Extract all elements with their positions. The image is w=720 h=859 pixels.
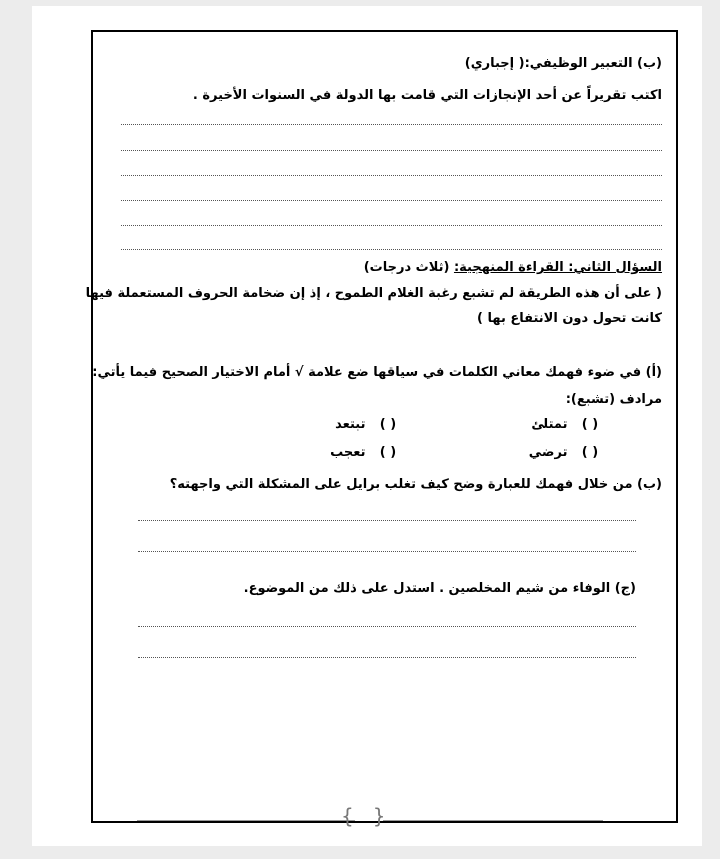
footer-braces: { } <box>341 804 386 828</box>
answer-line[interactable] <box>138 626 636 627</box>
option-2[interactable] <box>335 417 406 432</box>
option-word: تعجب <box>330 445 366 460</box>
passage-line-1: ( على أن هذه الطريقة لم تشبع رغبة الغلام الطموح ، إذ إن ضخامة الحروف المستعملة فيها <box>85 286 662 301</box>
footer-rule-right <box>383 820 603 821</box>
question2-marks: (ثلاث درجات) <box>363 260 450 275</box>
option-4[interactable] <box>330 445 406 460</box>
passage-line-2: كانت تحول دون الانتفاع بها ) <box>477 311 662 326</box>
page-border <box>85 30 678 828</box>
answer-line[interactable] <box>138 657 636 658</box>
section-b-prompt: اكتب تقريراً عن أحد الإنجازات التي قامت بها الدولة في السنوات الأخيرة . <box>192 88 662 103</box>
page-sheet <box>32 6 702 846</box>
option-checkbox[interactable]: ( ) <box>581 445 599 460</box>
answer-line[interactable] <box>121 225 662 226</box>
answer-line[interactable] <box>121 175 662 176</box>
answer-line[interactable] <box>121 150 662 151</box>
answer-line[interactable] <box>121 124 662 125</box>
question2-heading <box>364 260 662 275</box>
footer-rule-left <box>137 820 355 821</box>
section-b-heading: (ب) التعبير الوظيفي:( إجباري) <box>464 56 662 71</box>
question2-title: السؤال الثاني: القراءة المنهجية: <box>453 260 662 275</box>
part-a-instruction: (أ) في ضوء فهمك معاني الكلمات في سياقها ضع علامة √ أمام الاختيار الصحيح فيما يأتي: <box>92 365 662 380</box>
answer-line[interactable] <box>121 249 662 250</box>
option-word: ترضي <box>528 445 568 460</box>
option-word: تمتلئ <box>531 417 568 432</box>
synonym-label: مرادف (تشبع): <box>565 392 662 407</box>
answer-line[interactable] <box>138 551 636 552</box>
answer-line[interactable] <box>121 200 662 201</box>
option-1[interactable] <box>531 417 608 432</box>
part-b-question: (ب) من خلال فهمك للعبارة وضح كيف تغلب برايل على المشكلة التي واجهته؟ <box>169 477 662 492</box>
part-c-question: (ج) الوفاء من شيم المخلصين . استدل على ذلك من الموضوع. <box>243 581 636 596</box>
option-3[interactable] <box>529 445 608 460</box>
option-checkbox[interactable]: ( ) <box>379 417 397 432</box>
option-checkbox[interactable]: ( ) <box>581 417 599 432</box>
answer-line[interactable] <box>138 520 636 521</box>
option-checkbox[interactable]: ( ) <box>379 445 397 460</box>
option-word: تبتعد <box>335 417 366 432</box>
